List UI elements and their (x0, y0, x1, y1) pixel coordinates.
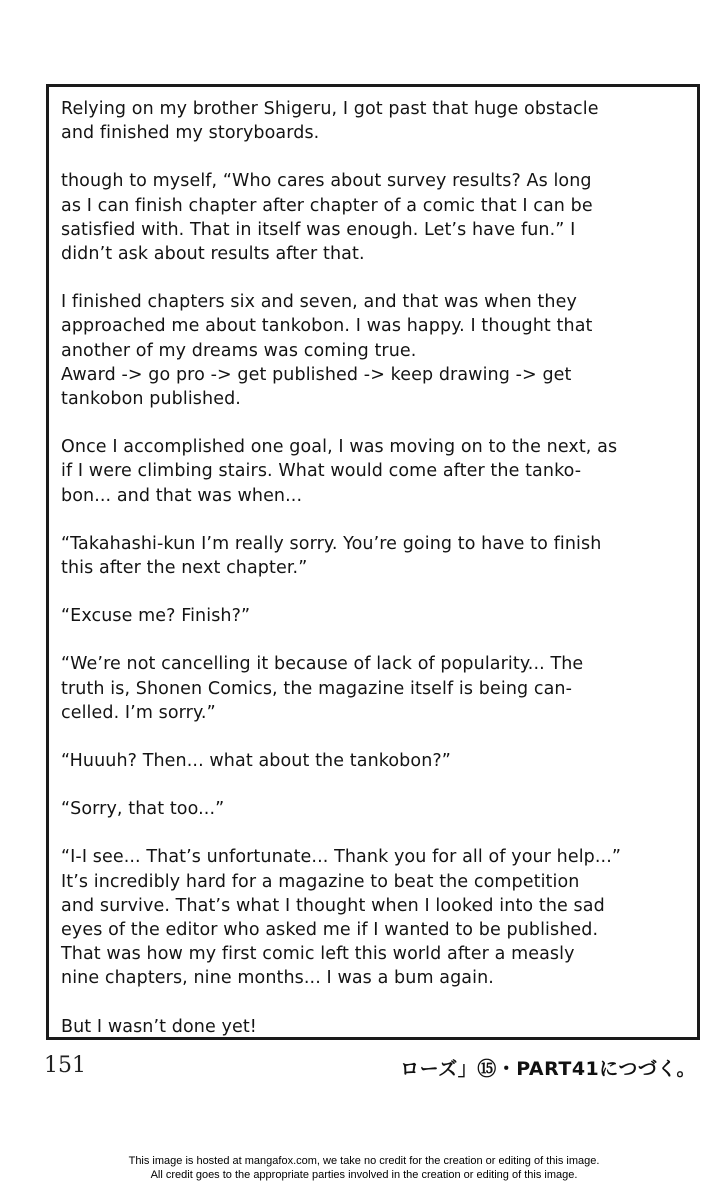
essay-text (61, 97, 691, 1063)
paragraph-3: I finished chapters six and seven, and that was when they approached me about tankobon. I was happy. I thought that another of my dreams was coming true. Award -> go pro -> get published -> keep drawing -> get tankobon published. (61, 292, 593, 410)
text-panel (46, 84, 700, 1040)
paragraph-8: “Huuuh? Then... what about the tankobon?” (61, 751, 451, 772)
paragraph-10: “I-I see... That’s unfortunate... Thank you for all of your help...” It’s incredibly hard for a magazine to beat the competition and survive. That’s what I thought when I looked into the sad eyes of the editor who asked me if I wanted to be published. That was how my first comic left this world after a measly nine chapters, nine months... I was a bum again. (61, 847, 622, 989)
paragraph-5: “Takahashi-kun I’m really sorry. You’re going to have to finish this after the next chapter.” (61, 533, 602, 579)
paragraph-7: “We’re not cancelling it because of lack of popularity... The truth is, Shonen Comics, the magazine itself is being can- celled. I’m sorry.” (61, 654, 584, 723)
page-number: 151 (44, 1053, 86, 1078)
paragraph-2: though to myself, “Who cares about survey results? As long as I can finish chapter after chapter of a comic that I can be satisfied with. That in itself was enough. Let’s have fun.” I didn’t ask about results after that. (61, 171, 593, 265)
paragraph-6: “Excuse me? Finish?” (61, 606, 251, 627)
credit-line-1: This image is hosted at mangafox.com, we take no credit for the creation or editing of this image. (128, 1155, 600, 1167)
paragraph-1: Relying on my brother Shigeru, I got past that huge obstacle and finished my storyboards. (61, 99, 599, 144)
paragraph-9: “Sorry, that too...” (61, 799, 225, 820)
paragraph-4: Once I accomplished one goal, I was moving on to the next, as if I were climbing stairs. What would come after the tanko- bon... and that was when... (61, 437, 618, 506)
credit-line-2: All credit goes to the appropriate parties involved in the creation or editing of this image. (150, 1169, 578, 1181)
continued-note: ローズ」⑮・PART41につづく。 (400, 1058, 696, 1080)
hosting-credit (0, 1154, 728, 1182)
paragraph-11: But I wasn’t done yet! (61, 1016, 257, 1037)
